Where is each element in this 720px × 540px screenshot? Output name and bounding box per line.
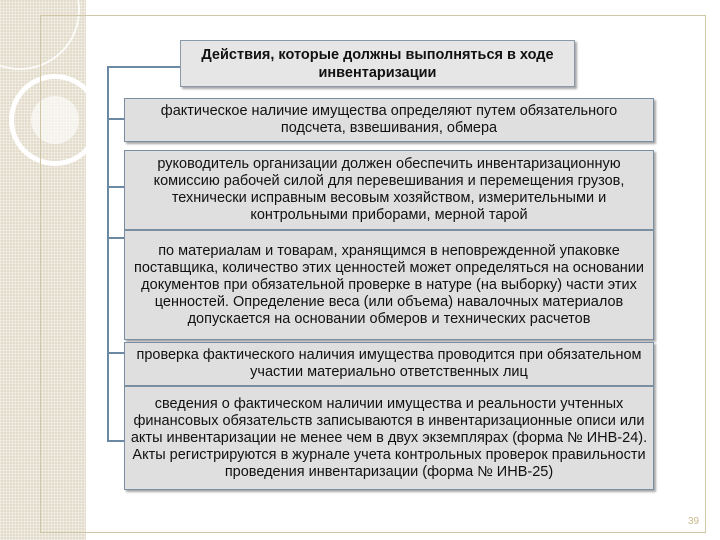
page-number: 39 [688, 516, 700, 527]
action-box-2 [124, 150, 654, 230]
action-box-1 [124, 98, 654, 142]
action-text-3: по материалам и товарам, хранящимся в неповрежденной упаковке поставщика, количество этих ценностей может определяться на основании документов при обязательной проверке в натуре (на выборку) части этих ценностей. Определение веса (или объема) навалочных материалов допускается на основании обмеров и технических расчетов [133, 242, 644, 327]
action-box-4 [124, 342, 654, 386]
connector-item-4 [107, 352, 124, 354]
connector-vertical [107, 66, 109, 440]
action-text-1: фактическое наличие имущества определяют путем обязательного подсчета, взвешивания, обмера [160, 103, 618, 136]
connector-item-5 [107, 440, 124, 442]
action-text-5: сведения о фактическом наличии имущества и реальности учтенных финансовых обязательств записываются в инвентаризационные описи или акты инвентаризации не менее чем в двух экземплярах (форма № ИНВ-24). Акты регистрируются в журнале учета контрольных проверок правильности проведения инвентаризации (форма № ИНВ-25) [130, 395, 648, 480]
action-box-5 [124, 386, 654, 490]
action-box-3 [124, 230, 654, 340]
diagram-title [180, 40, 575, 87]
connector-title [107, 66, 180, 68]
diagram-title-text: Действия, которые должны выполняться в ходе инвентаризации [201, 46, 554, 81]
action-text-2: руководитель организации должен обеспечить инвентаризационную комиссию рабочей силой для перевешивания и перемещения грузов, технически исправным весовым хозяйством, измерительными и контрольными приборами, мерной тарой [153, 156, 625, 223]
connector-item-3 [107, 237, 124, 239]
action-text-4: проверка фактического наличия имущества проводится при обязательном участии материально ответственных лиц [136, 347, 642, 380]
connector-item-2 [107, 186, 124, 188]
connector-item-1 [107, 118, 124, 120]
